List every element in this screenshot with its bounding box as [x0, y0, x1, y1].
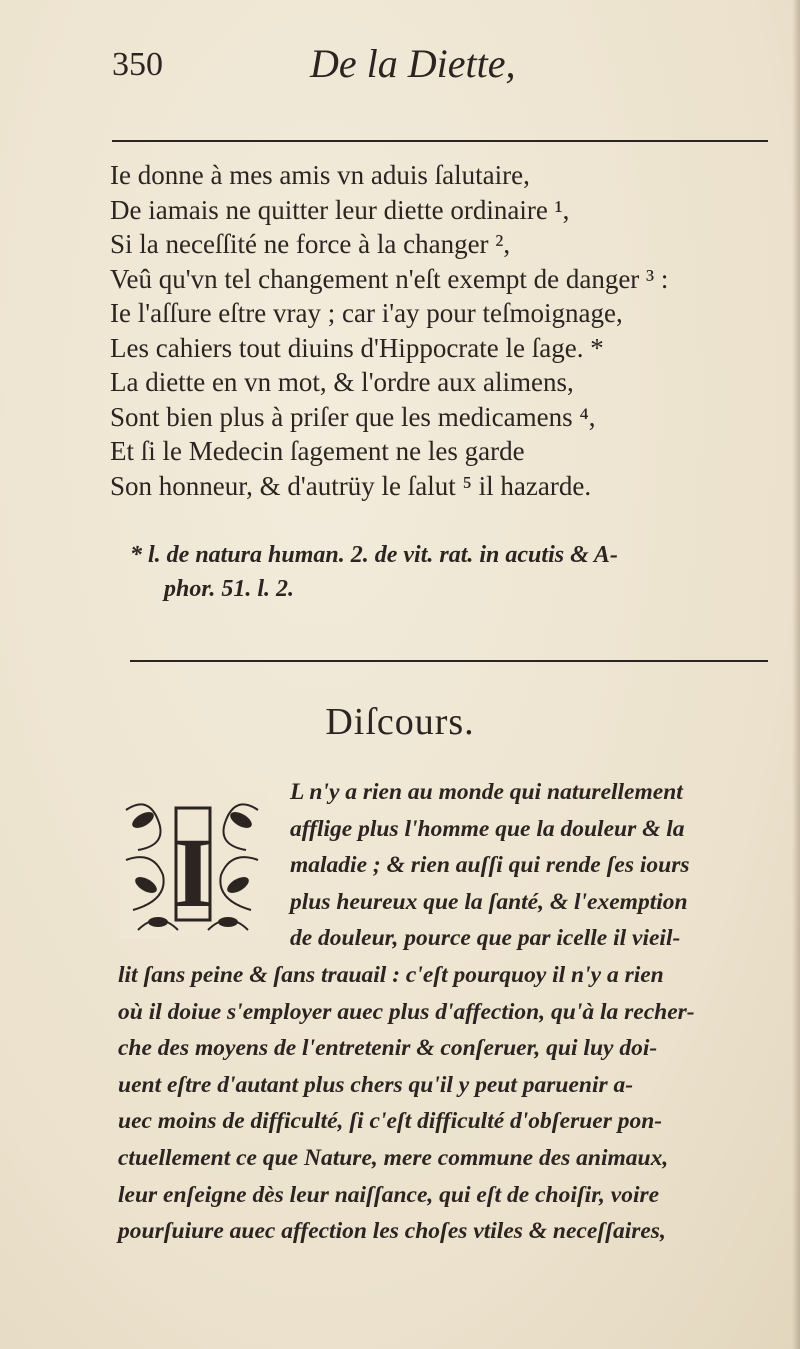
verse-line: La diette en vn mot, & l'ordre aux alimens, [110, 367, 574, 397]
text-line: où il doiue s'employer auec plus d'affection, qu'à la recher- [118, 998, 695, 1025]
verse-line: Les cahiers tout diuins d'Hippocrate le ſage. * [110, 332, 604, 363]
initial-letter: I [173, 817, 213, 928]
text-line: plus heureux que la ſanté, & l'exemption [290, 888, 688, 915]
top-rule [112, 140, 768, 142]
verse-line: Ie l'aſſure eſtre vray ; car i'ay pour teſmoignage, [110, 298, 623, 328]
marginal-note [130, 538, 770, 606]
note-line: * l. de natura human. 2. de vit. rat. in acutis & A- [130, 542, 618, 568]
text-line: che des moyens de l'entretenir & conſeruer, qui luy doi- [118, 1035, 658, 1062]
running-head: De la Diette, [310, 41, 516, 86]
verse-line: Son honneur, & d'autrüy le ſalut ⁵ il hazarde. [110, 470, 592, 501]
verse-line: De iamais ne quitter leur diette ordinaire ¹, [110, 194, 570, 225]
verse-block [110, 158, 770, 503]
section-heading: Diſcours. [325, 701, 475, 743]
section-rule [130, 660, 768, 662]
verse-line: Et ſi le Medecin ſagement ne les garde [110, 436, 525, 466]
text-line: afflige plus l'homme que la douleur & la [290, 815, 685, 842]
text-line: de douleur, pource que par icelle il vieil- [290, 925, 681, 952]
text-line: leur enſeigne dès leur naiſſance, qui eſt de choiſir, voire [118, 1181, 660, 1208]
text-line: lit ſans peine & ſans trauail : c'eſt pourquoy il n'y a rien [118, 961, 664, 988]
text-line: uent eſtre d'autant plus chers qu'il y peut paruenir a- [118, 1071, 634, 1098]
discourse-paragraph [118, 774, 790, 1250]
text-line: L n'y a rien au monde qui naturellement [290, 779, 683, 805]
verse-line: Si la neceſſité ne force à la changer ², [110, 229, 511, 259]
text-line: pourſuiure auec affection les choſes vtiles & neceſſaires, [118, 1218, 666, 1245]
verse-line: Veû qu'vn tel changement n'eſt exempt de danger ³ : [110, 263, 669, 294]
text-line: maladie ; & rien auſſi qui rende ſes iours [290, 852, 690, 879]
text-line: ctuellement ce que Nature, mere commune des animaux, [118, 1144, 669, 1171]
verse-line: Ie donne à mes amis vn aduis ſalutaire, [110, 160, 530, 190]
note-line: phor. 51. l. 2. [164, 576, 295, 602]
verse-line: Sont bien plus à priſer que les medicamens ⁴, [110, 401, 596, 432]
page-number: 350 [112, 46, 163, 83]
text-line: uec moins de difficulté, ſi c'eſt difficulté d'obſeruer pon- [118, 1108, 663, 1135]
page-edge-shadow [792, 0, 800, 1349]
